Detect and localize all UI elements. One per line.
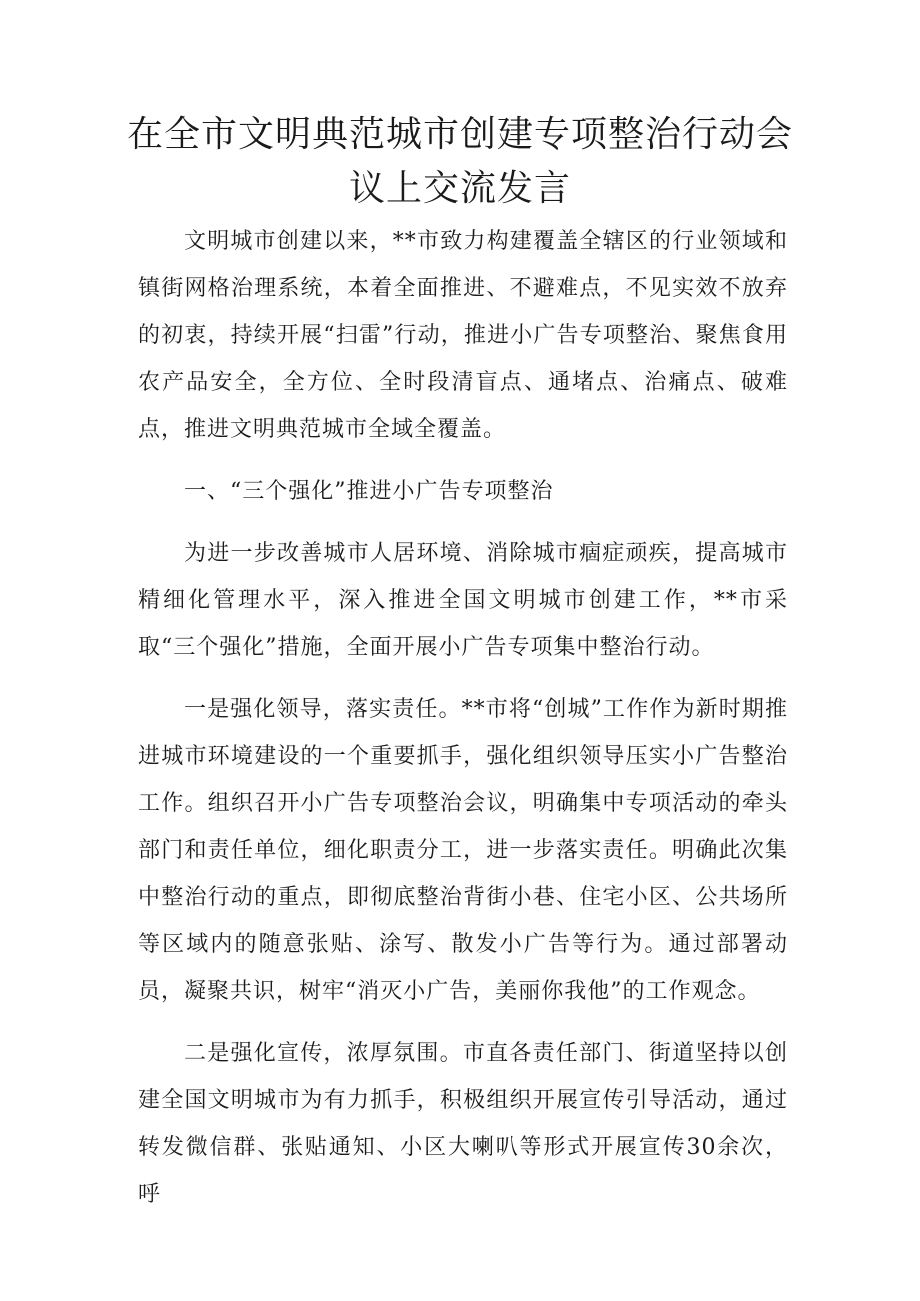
intro-paragraph: 文明城市创建以来，**市致力构建覆盖全辖区的行业领域和镇街网格治理系统，本着全面推进、不避难点，不见实效不放弃的初衷，持续开展“扫雷”行动，推进小广告专项整治、聚焦食用农产品安全，全方位、全时段清盲点、通堵点、治痛点、破难点，推进文明典范城市全域全覆盖。 xyxy=(138,229,788,442)
document-body xyxy=(138,218,788,1233)
point-two-paragraph: 二是强化宣传，浓厚氛围。市直各责任部门、街道坚持以创建全国文明城市为有力抓手，积极组织开展宣传引导活动，通过转发微信群、张贴通知、小区大喇叭等形式开展宣传30余次，呼 xyxy=(138,1041,788,1207)
title-line-1: 在全市文明典范城市创建专项整治行动会 xyxy=(126,114,793,155)
title-line-2: 议上交流发言 xyxy=(348,168,571,209)
point-one-paragraph: 一是强化领导，落实责任。**市将“创城”工作作为新时期推进城市环境建设的一个重要抓手，强化组织领导压实小广告整治工作。组织召开小广告专项整治会议，明确集中专项活动的牵头部门和责任单位，细化职责分工，进一步落实责任。明确此次集中整治行动的重点，即彻底整治背街小巷、住宅小区、公共场所等区域内的随意张贴、涂写、散发小广告等行为。通过部署动员，凝聚共识，树牢“消灭小广告，美丽你我他”的工作观念。 xyxy=(138,697,788,1004)
section-intro-paragraph: 为进一步改善城市人居环境、消除城市痼症顽疾，提高城市精细化管理水平，深入推进全国文明城市创建工作，**市采取“三个强化”措施，全面开展小广告专项集中整治行动。 xyxy=(138,541,788,660)
section-heading: 一、“三个强化”推进小广告专项整治 xyxy=(184,479,554,504)
document-title xyxy=(120,108,800,216)
